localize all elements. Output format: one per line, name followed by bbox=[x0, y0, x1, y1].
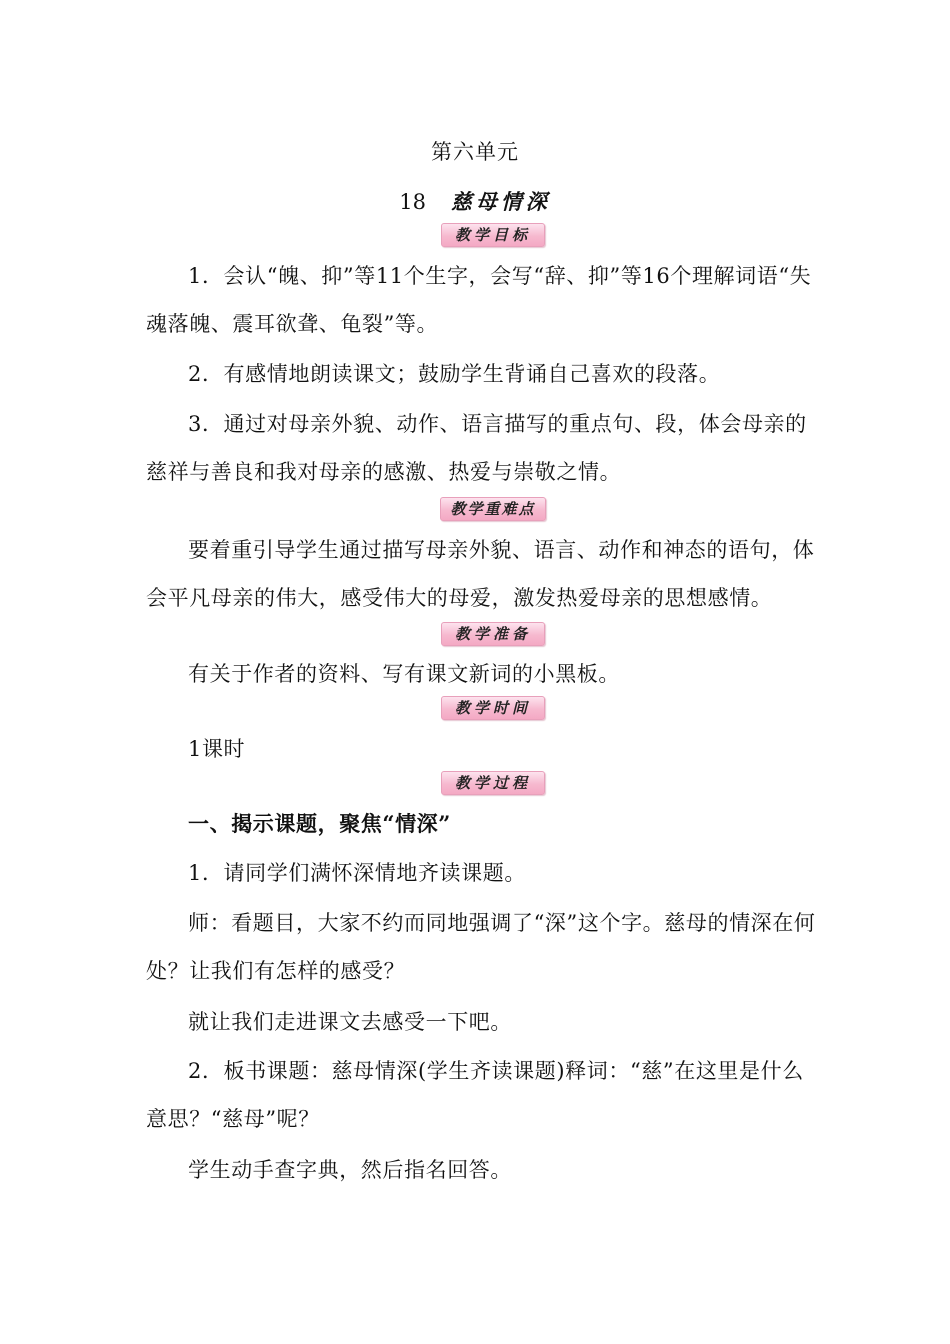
section-badge-key-points: 教学重难点 bbox=[440, 497, 546, 521]
lesson-number: 18 bbox=[399, 190, 427, 214]
objective-3: 3．通过对母亲外貌、动作、语言描写的重点句、段，体会母亲的慈祥与善良和我对母亲的感激、热爱与崇敬之情。 bbox=[146, 412, 807, 484]
lesson-title bbox=[0, 186, 950, 216]
section-badge-preparation: 教学准备 bbox=[441, 622, 545, 646]
section-badge-time: 教学时间 bbox=[441, 696, 545, 720]
lesson-name: 慈母情深 bbox=[450, 189, 551, 214]
process-paragraph-2: 师：看题目，大家不约而同地强调了“深”这个字。慈母的情深在何处？让我们有怎样的感受？ bbox=[146, 911, 816, 983]
process-paragraph-4: 2．板书课题：慈母情深(学生齐读课题)释词：“慈”在这里是什么意思？“慈母”呢？ bbox=[146, 1059, 804, 1131]
process-paragraph-1: 1．请同学们满怀深情地齐读课题。 bbox=[188, 861, 526, 885]
objective-1: 1．会认“魄、抑”等11个生字，会写“辞、抑”等16个理解词语“失魂落魄、震耳欲聋、龟裂”等。 bbox=[146, 264, 812, 336]
process-paragraph-3: 就让我们走进课文去感受一下吧。 bbox=[188, 1010, 512, 1034]
process-heading: 一、揭示课题，聚焦“情深” bbox=[188, 811, 451, 836]
preparation-text: 有关于作者的资料、写有课文新词的小黑板。 bbox=[188, 662, 620, 686]
section-badge-objectives: 教学目标 bbox=[441, 223, 545, 247]
time-text: 1课时 bbox=[188, 737, 246, 761]
section-badge-process: 教学过程 bbox=[441, 771, 545, 795]
objective-2: 2．有感情地朗读课文；鼓励学生背诵自己喜欢的段落。 bbox=[188, 362, 721, 386]
process-paragraph-5: 学生动手查字典，然后指名回答。 bbox=[188, 1158, 512, 1182]
key-points-text: 要着重引导学生通过描写母亲外貌、语言、动作和神态的语句，体会平凡母亲的伟大，感受伟大的母爱，激发热爱母亲的思想感情。 bbox=[146, 538, 815, 610]
unit-title: 第六单元 bbox=[431, 140, 519, 164]
